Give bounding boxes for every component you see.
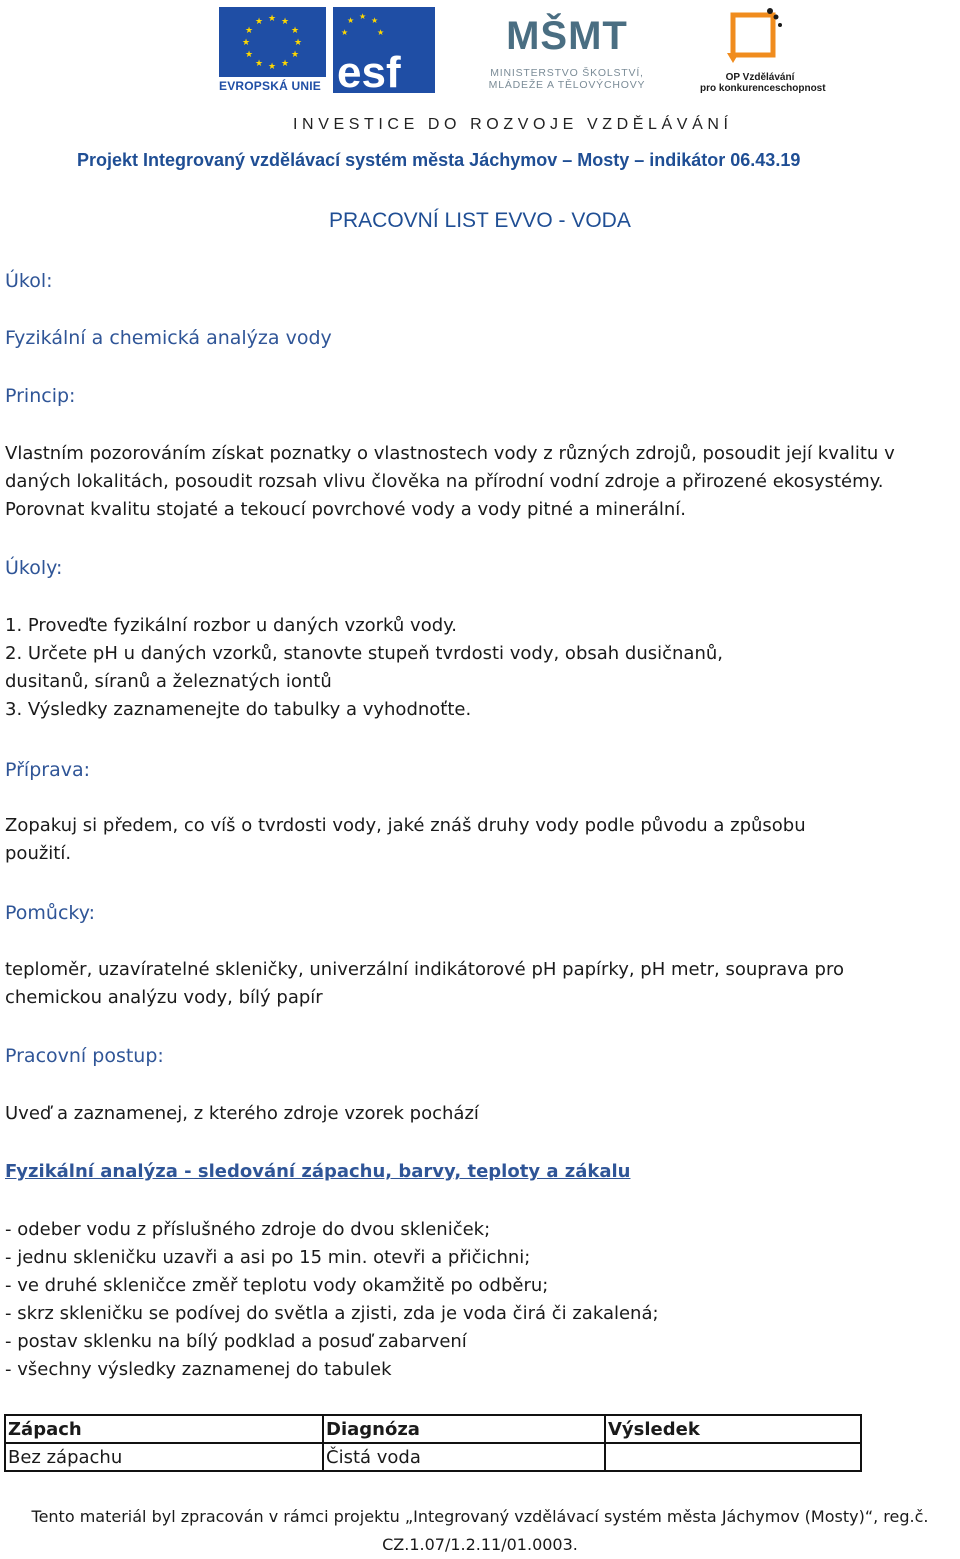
svg-text:★: ★: [254, 58, 264, 68]
pomucky-paragraph: [5, 956, 844, 1012]
svg-text:★: ★: [280, 16, 290, 26]
priprava-paragraph: [5, 812, 806, 868]
msmt-logo-mark: MŠMT: [506, 14, 628, 58]
priprava-line: použití.: [5, 843, 72, 864]
step-item: - odeber vodu z příslušného zdroje do dvou skleniček;: [5, 1219, 491, 1240]
princip-line: Vlastním pozorováním získat poznatky o vlastnostech vody z různých zdrojů, posoudit její kvalitu v: [5, 443, 895, 464]
ukoly-label: Úkoly:: [5, 557, 63, 579]
investice-tagline: INVESTICE DO ROZVOJE VZDĚLÁVÁNÍ: [293, 116, 733, 133]
pomucky-label: Pomůcky:: [5, 902, 95, 924]
table-cell: Bez zápachu: [5, 1443, 323, 1471]
svg-text:★: ★: [290, 49, 300, 59]
princip-paragraph: [5, 440, 895, 524]
table-cell: [605, 1443, 861, 1471]
table-header-cell: Diagnóza: [323, 1415, 605, 1443]
priprava-label: Příprava:: [5, 759, 91, 781]
svg-text:★: ★: [254, 16, 264, 26]
svg-text:★: ★: [267, 13, 277, 23]
ukol-text: Fyzikální a chemická analýza vody: [5, 327, 332, 349]
svg-text:★: ★: [377, 28, 385, 37]
svg-text:★: ★: [293, 37, 303, 47]
table-header-row: [5, 1415, 861, 1443]
svg-text:★: ★: [290, 25, 300, 35]
footer-line: CZ.1.07/1.2.11/01.0003.: [382, 1535, 578, 1554]
msmt-logo-line1: MINISTERSTVO ŠKOLSTVÍ,: [490, 67, 644, 79]
eu-logo: [219, 7, 326, 93]
ukoly-item: 3. Výsledky zaznamenejte do tabulky a vyhodnoťte.: [5, 699, 472, 720]
postup-text: Uveď a zaznamenej, z kterého zdroje vzorek pochází: [5, 1103, 479, 1124]
table-header-cell: Výsledek: [605, 1415, 861, 1443]
svg-text:★: ★: [341, 28, 349, 37]
eu-flag-icon: [219, 7, 326, 77]
op-logo-icon: [700, 5, 820, 67]
esf-logo: [333, 7, 435, 93]
eu-logo-caption: EVROPSKÁ UNIE: [219, 79, 321, 93]
msmt-logo: [476, 5, 658, 95]
svg-text:★: ★: [347, 16, 355, 25]
table-cell: Čistá voda: [323, 1443, 605, 1471]
footer: [0, 1503, 960, 1559]
op-logo: [700, 5, 826, 95]
ukoly-item: 1. Proveďte fyzikální rozbor u daných vzorků vody.: [5, 615, 457, 636]
fyzikalni-analyza-heading: Fyzikální analýza - sledování zápachu, barvy, teploty a zákalu: [5, 1161, 631, 1182]
footer-line: Tento materiál byl zpracován v rámci projektu „Integrovaný vzdělávací systém města Jáchymov (Mosty)“, reg.č.: [31, 1507, 929, 1526]
table-row: [5, 1443, 861, 1471]
svg-text:★: ★: [244, 25, 254, 35]
steps-list: [5, 1216, 659, 1384]
page-title: PRACOVNÍ LIST EVVO - VODA: [329, 209, 631, 232]
svg-text:★: ★: [267, 61, 277, 71]
postup-label: Pracovní postup:: [5, 1045, 164, 1067]
svg-text:★: ★: [280, 58, 290, 68]
princip-line: daných lokalitách, posoudit rozsah vlivu člověka na přírodní vodní zdroje a přirozené ekosystémy.: [5, 471, 884, 492]
msmt-logo-line2: MLÁDEŽE A TĚLOVÝCHOVY: [488, 79, 646, 91]
results-table: [4, 1414, 862, 1472]
step-item: - skrz skleničku se podívej do světla a zjisti, zda je voda čirá či zakalená;: [5, 1303, 659, 1324]
esf-logo-text: esf: [337, 48, 401, 93]
ukoly-item: dusitanů, síranů a železnatých iontů: [5, 671, 332, 692]
ukoly-item: 2. Určete pH u daných vzorků, stanovte stupeň tvrdosti vody, obsah dusičnanů,: [5, 643, 723, 664]
table-header-cell: Zápach: [5, 1415, 323, 1443]
svg-text:★: ★: [359, 12, 367, 21]
step-item: - jednu skleničku uzavři a asi po 15 min. otevři a přičichni;: [5, 1247, 531, 1268]
project-title: Projekt Integrovaný vzdělávací systém města Jáchymov – Mosty – indikátor 06.43.19: [77, 150, 801, 170]
princip-label: Princip:: [5, 385, 76, 407]
priprava-line: Zopakuj si předem, co víš o tvrdosti vody, jaké znáš druhy vody podle původu a způsobu: [5, 815, 806, 836]
pomucky-line: teploměr, uzavíratelné skleničky, univerzální indikátorové pH papírky, pH metr, souprava pro: [5, 959, 844, 980]
svg-text:★: ★: [371, 16, 379, 25]
op-logo-line1: OP Vzdělávání: [725, 72, 795, 83]
pomucky-line: chemickou analýzu vody, bílý papír: [5, 987, 323, 1008]
svg-text:★: ★: [241, 37, 251, 47]
ukol-label: Úkol:: [5, 270, 53, 292]
step-item: - všechny výsledky zaznamenej do tabulek: [5, 1359, 392, 1380]
step-item: - postav sklenku na bílý podklad a posuď zabarvení: [5, 1331, 467, 1352]
svg-text:★: ★: [244, 49, 254, 59]
step-item: - ve druhé skleničce změř teplotu vody okamžitě po odběru;: [5, 1275, 549, 1296]
princip-line: Porovnat kvalitu stojaté a tekoucí povrchové vody a vody pitné a minerální.: [5, 499, 687, 520]
op-logo-line2: pro konkurenceschopnost: [700, 83, 826, 94]
ukoly-list: [5, 612, 723, 724]
